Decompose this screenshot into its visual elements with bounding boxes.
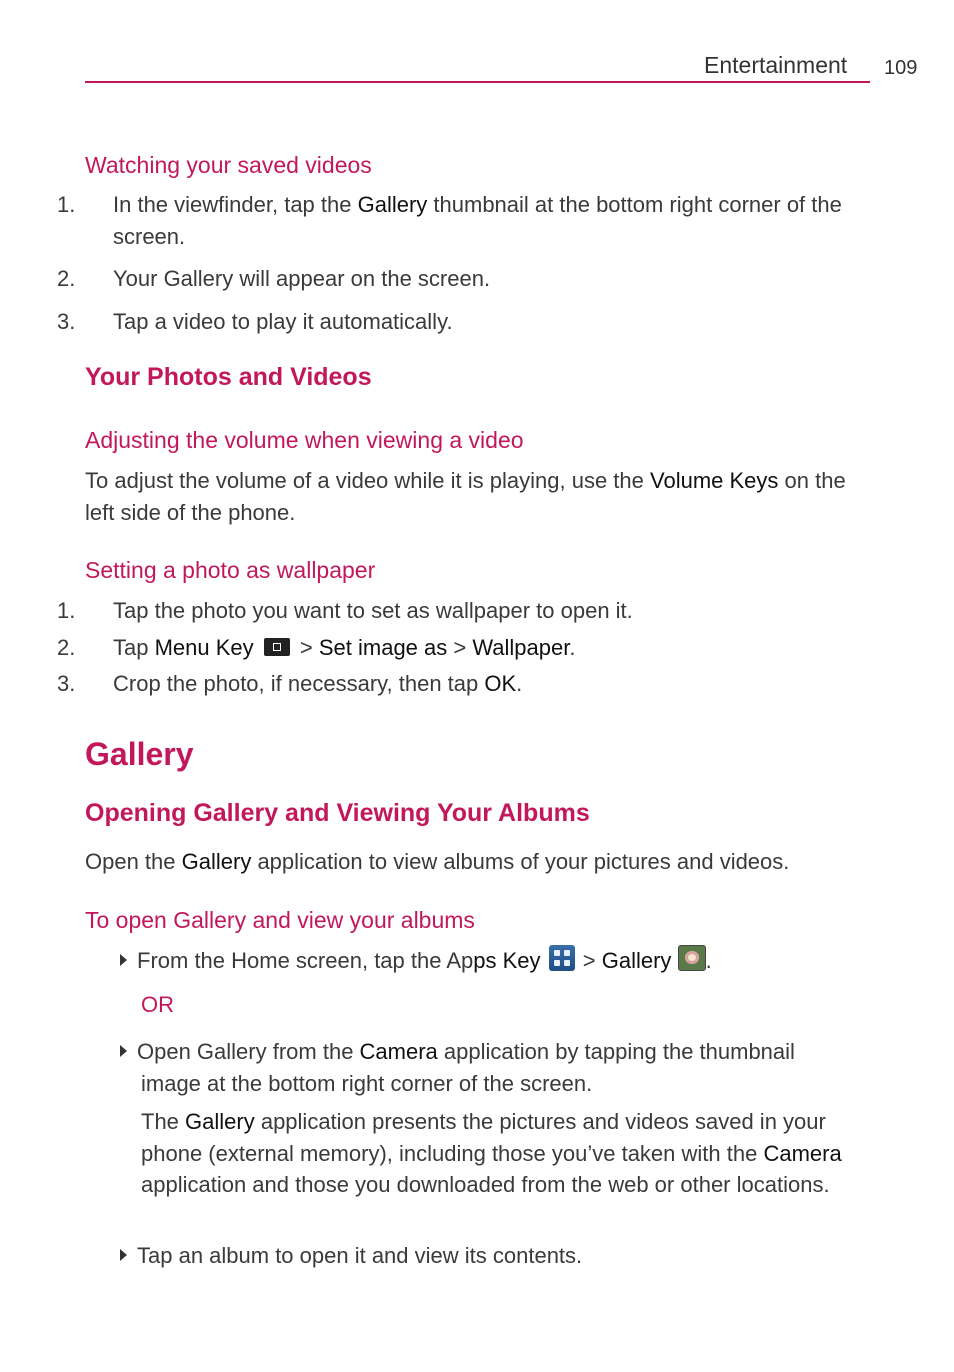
watching-steps-list (57, 189, 875, 337)
list-item: 3. Tap a video to play it automatically. (57, 308, 453, 334)
or-separator: OR (141, 992, 174, 1017)
list-item: 3. Crop the photo, if necessary, then tap OK. (57, 671, 523, 696)
header-divider (85, 81, 870, 83)
gallery-app-icon (678, 945, 706, 971)
heading-setting-photo-wallpaper: Setting a photo as wallpaper (85, 557, 376, 583)
bullet-arrow-icon (120, 1249, 127, 1261)
menu-key-icon (264, 638, 290, 656)
heading-your-photos-and-videos: Your Photos and Videos (85, 363, 372, 391)
heading-opening-gallery: Opening Gallery and Viewing Your Albums (85, 799, 590, 827)
gallery-intro-paragraph: Open the Gallery application to view albums of your pictures and videos. (85, 849, 790, 874)
bullet-arrow-icon (120, 1045, 127, 1057)
gallery-description-paragraph: The Gallery application presents the pictures and videos saved in your phone (external memory), including those you’ve taken with the Camera application and those you downloaded from the web or other locations. (141, 1109, 842, 1197)
list-item: 1. In the viewfinder, tap the Gallery thumbnail at the bottom right corner of the screen. (57, 192, 842, 249)
bullet-arrow-icon (120, 954, 127, 966)
heading-to-open-gallery: To open Gallery and view your albums (85, 907, 475, 933)
running-header-title: Entertainment (704, 52, 848, 78)
list-item: 2. Your Gallery will appear on the screen. (57, 266, 491, 291)
list-item: 2. Tap Menu Key > Set image as > Wallpaper. (57, 634, 576, 660)
apps-key-icon (549, 945, 575, 971)
adjusting-volume-paragraph: To adjust the volume of a video while it is playing, use the Volume Keys on the left side of the phone. (85, 468, 846, 525)
heading-adjusting-volume: Adjusting the volume when viewing a video (85, 427, 524, 453)
list-item: 1. Tap the photo you want to set as wallpaper to open it. (57, 598, 633, 623)
gallery-bullet-1: From the Home screen, tap the Apps Key > Gallery . (120, 945, 860, 977)
wallpaper-steps-list (57, 595, 875, 700)
heading-gallery: Gallery (85, 736, 194, 772)
page-number: 109 (884, 57, 918, 79)
gallery-bullet-3: Tap an album to open it and view its contents. (120, 1240, 860, 1272)
heading-watching-saved-videos: Watching your saved videos (85, 152, 372, 178)
gallery-bullet-2: Open Gallery from the Camera application by tapping the thumbnail image at the bottom right corner of the screen. (120, 1036, 860, 1099)
